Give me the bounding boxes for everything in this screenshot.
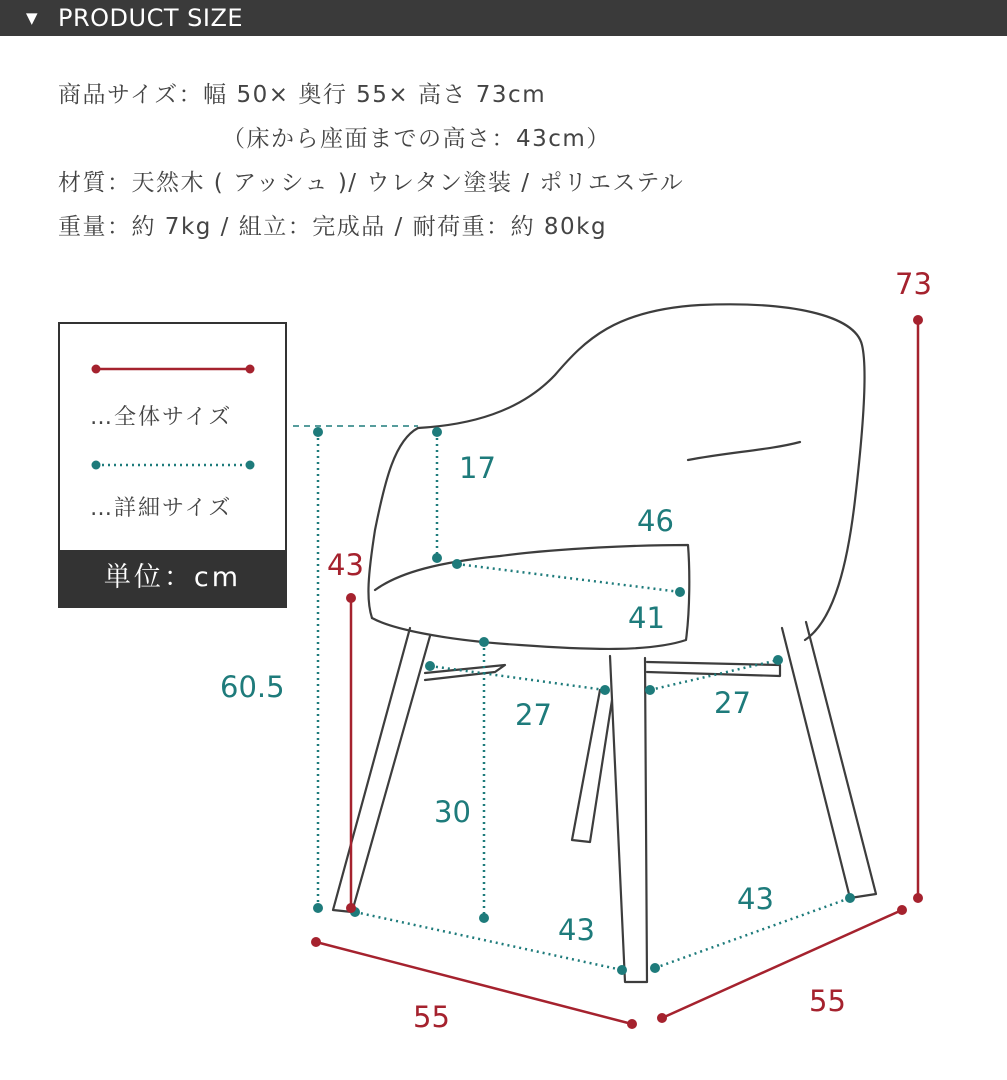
label-stretcher-height: 30 — [434, 795, 471, 829]
detail-dot-14 — [650, 963, 660, 973]
detail-dot-11 — [479, 913, 489, 923]
right-front-leg — [782, 622, 876, 898]
label-armrest-height: 60.5 — [220, 670, 285, 704]
detail-dot-10 — [479, 637, 489, 647]
label-overall-height: 73 — [895, 267, 932, 301]
label-stretcher-left: 27 — [515, 698, 552, 732]
overall-depth-line — [662, 910, 902, 1018]
label-leg-span-front: 43 — [558, 913, 595, 947]
chair-back-inner — [688, 442, 800, 460]
detail-dot-2 — [432, 427, 442, 437]
spec-weight: 重量：約 7kg / 組立：完成品 / 耐荷重：約 80kg — [58, 214, 608, 240]
spec-seat-height: （床から座面までの高さ：43cm） — [222, 126, 611, 152]
spec-material: 材質：天然木 ( アッシュ )/ ウレタン塗装 / ポリエステル — [58, 170, 685, 196]
triangle-down-icon: ▼ — [26, 9, 38, 27]
detail-dot-4 — [452, 559, 462, 569]
detail-dot-13 — [617, 965, 627, 975]
legend-unit-label: 単位：cm — [60, 550, 285, 606]
label-stretcher-right: 27 — [714, 686, 751, 720]
overall-dot-6 — [657, 1013, 667, 1023]
detail-dot-8 — [645, 685, 655, 695]
label-overall-depth: 55 — [809, 984, 846, 1018]
overall-dot-4 — [311, 937, 321, 947]
label-overall-width: 55 — [413, 1000, 450, 1034]
legend-detail-label: …詳細サイズ — [90, 496, 233, 521]
overall-dot-7 — [897, 905, 907, 915]
detail-dot-6 — [425, 661, 435, 671]
overall-dot-1 — [913, 893, 923, 903]
detail-dot-1 — [313, 903, 323, 913]
overall-dot-2 — [346, 593, 356, 603]
spec-size: 商品サイズ：幅 50× 奥行 55× 高さ 73cm — [58, 82, 547, 108]
chair-outline — [333, 304, 876, 982]
back-leg — [572, 690, 612, 842]
overall-width-line — [316, 942, 632, 1024]
detail-dot-5 — [675, 587, 685, 597]
detail-dot-9 — [773, 655, 783, 665]
section-title: PRODUCT SIZE — [58, 4, 244, 32]
detail-dot-7 — [600, 685, 610, 695]
label-seat-width-back: 46 — [637, 504, 674, 538]
overall-dot-3 — [346, 903, 356, 913]
legend-overall-label: …全体サイズ — [90, 405, 233, 430]
overall-dot-5 — [627, 1019, 637, 1029]
seat-depth-line — [457, 564, 680, 592]
left-front-leg — [333, 628, 430, 912]
label-arm-above-seat: 17 — [459, 451, 496, 485]
label-leg-span-side: 43 — [737, 882, 774, 916]
detail-dot-3 — [432, 553, 442, 563]
detail-dot-15 — [845, 893, 855, 903]
overall-dot-0 — [913, 315, 923, 325]
label-seat-depth: 41 — [628, 601, 665, 635]
center-front-leg — [610, 656, 647, 982]
detail-dot-0 — [313, 427, 323, 437]
label-seat-height: 43 — [327, 548, 364, 582]
stretcher-right — [647, 662, 780, 676]
